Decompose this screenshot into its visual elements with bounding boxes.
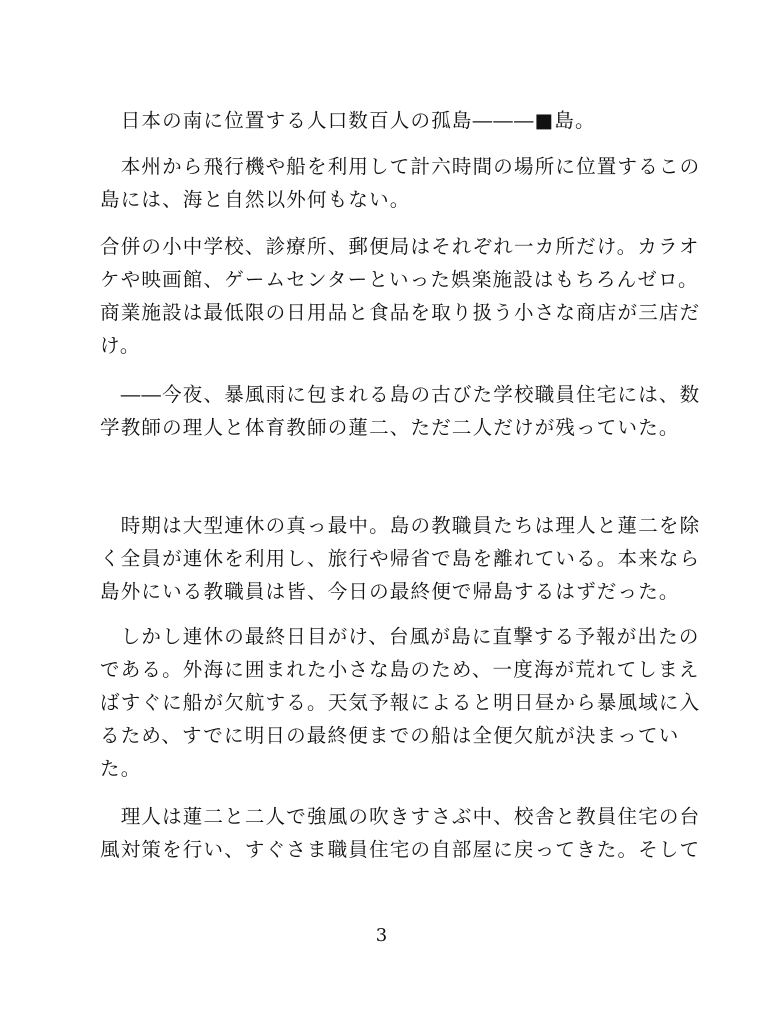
- text-line: ケや映画館、ゲームセンターといった娯楽施設はもちろんゼロ。: [100, 268, 699, 291]
- paragraph-1: [100, 104, 665, 137]
- text-line: るため、すでに明日の最終便までの船は全便欠航が決まってい: [100, 724, 680, 747]
- text-line: である。外海に囲まれた小さな島のため、一度海が荒れてしまえ: [100, 658, 700, 681]
- text-line: ――今夜、暴風雨に包まれる島の古びた学校職員住宅には、数: [100, 383, 701, 406]
- text-line: 日本の南に位置する人口数百人の孤島―――■島。: [100, 109, 596, 132]
- paragraph-7: [100, 800, 701, 866]
- text-line: 風対策を行い、すぐさま職員住宅の自部屋に戻ってきた。そして: [100, 838, 701, 861]
- page-number: 3: [375, 925, 388, 946]
- paragraph-6: [100, 620, 701, 785]
- text-line: 商業施設は最低限の日用品と食品を取り扱う小さな商店が三店だ: [100, 301, 701, 324]
- paragraph-3: [100, 230, 701, 362]
- text-line: 島には、海と自然以外何もない。: [100, 188, 411, 211]
- text-line: 時期は大型連休の真っ最中。島の教職員たちは理人と蓮二を除: [100, 514, 701, 537]
- text-line: 合併の小中学校、診療所、郵便局はそれぞれ一カ所だけ。カラオ: [100, 235, 700, 258]
- paragraph-4: [100, 378, 701, 444]
- text-line: け。: [100, 334, 141, 357]
- text-line: 本州から飛行機や船を利用して計六時間の場所に位置するこの: [100, 155, 701, 178]
- text-line: 学教師の理人と体育教師の蓮二、ただ二人だけが残っていた。: [100, 416, 680, 439]
- text-line: 島外にいる教職員は皆、今日の最終便で帰島するはずだった。: [100, 580, 680, 603]
- paragraph-2: [100, 150, 701, 216]
- paragraph-5: [100, 509, 701, 608]
- text-line: く全員が連休を利用し、旅行や帰省で島を離れている。本来なら: [100, 547, 701, 570]
- text-line: ばすぐに船が欠航する。天気予報によると明日昼から暴風域に入: [100, 691, 701, 714]
- text-line: しかし連休の最終日目がけ、台風が島に直撃する予報が出たの: [100, 625, 700, 648]
- text-line: 理人は蓮二と二人で強風の吹きすさぶ中、校舎と教員住宅の台: [100, 805, 701, 828]
- text-line: た。: [100, 757, 142, 780]
